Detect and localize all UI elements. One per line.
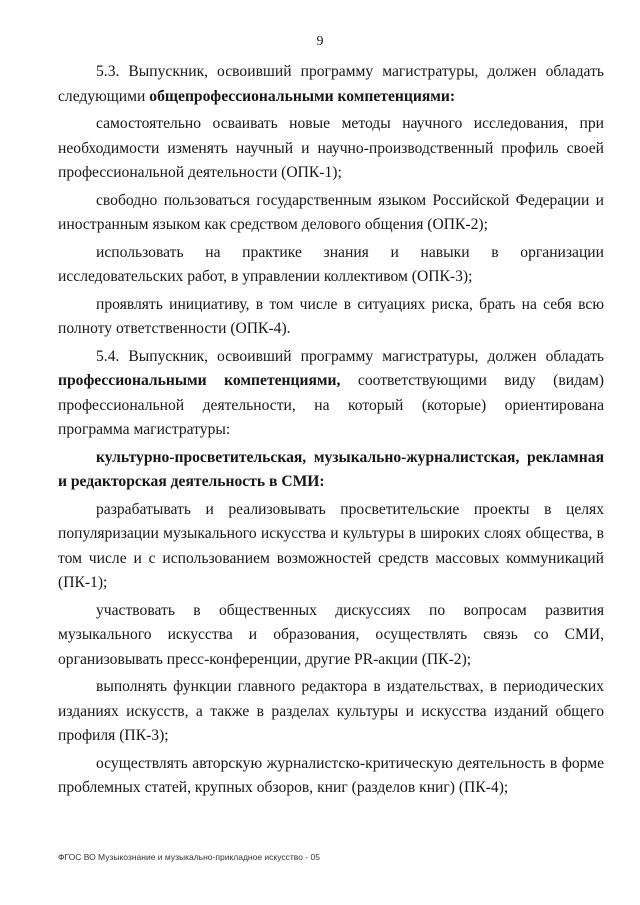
activity-heading (58, 446, 604, 495)
pk-4-item: осуществлять авторскую журналистско-критическую деятельность в форме проблемных статей, крупных обзоров, книг (разделов книг) (ПК-4); (58, 754, 604, 796)
opk-2-item: свободно пользоваться государственным языком Российской Федерации и иностранным языком как средством делового общения (ОПК-2); (58, 191, 604, 233)
section-5-3-paragraph (58, 60, 604, 109)
section-5-4-bold-term: профессиональными компетенциями, (58, 372, 341, 389)
pk-1-item: разрабатывать и реализовывать просветительские проекты в целях популяризации музыкального искусства и культуры в широких слоях общества, в том числе и с использованием возможностей средств массовых коммуникаций (ПК-1); (58, 500, 604, 591)
section-5-4-tail: соответствующими виду (видам) профессиональной деятельности, на который (которые) ориентирована программа магистратуры: (58, 372, 604, 438)
section-5-4-paragraph (58, 345, 604, 443)
section-5-3-bold-term: общепрофессиональными компетенциями: (149, 87, 456, 105)
opk-3-item: использовать на практике знания и навыки в организации исследовательских работ, в управлении коллективом (ОПК-3); (58, 243, 604, 285)
opk-4-item: проявлять инициативу, в том числе в ситуациях риска, брать на себя всю полноту ответственности (ОПК-4). (58, 295, 604, 337)
section-5-3-lead: 5.3. Выпускник, освоивший программу магистратуры, должен обладать следующими (58, 63, 604, 105)
section-5-4-lead: 5.4. Выпускник, освоивший программу магистратуры, должен обладать (96, 347, 604, 365)
document-body (58, 60, 604, 804)
opk-1-item: самостоятельно осваивать новые методы научного исследования, при необходимости изменять научный и научно-производственный профиль своей профессиональной деятельности (ОПК-1); (58, 115, 604, 181)
activity-heading-text: культурно-просветительская, музыкально-журналистская, рекламная и редакторская деятельность в СМИ: (58, 448, 604, 490)
page-footer: ФГОС ВО Музыкознание и музыкально-прикладное искусство - 05 (58, 852, 320, 862)
pk-2-item: участвовать в общественных дискуссиях по вопросам развития музыкального искусства и образования, осуществлять связь со СМИ, организовывать пресс-конференции, другие PR-акции (ПК-2); (58, 601, 604, 668)
page-number: 9 (316, 34, 324, 49)
pk-3-item: выполнять функции главного редактора в издательствах, в периодических изданиях искусств, а также в разделах культуры и искусства изданий общего профиля (ПК-3); (58, 678, 604, 744)
